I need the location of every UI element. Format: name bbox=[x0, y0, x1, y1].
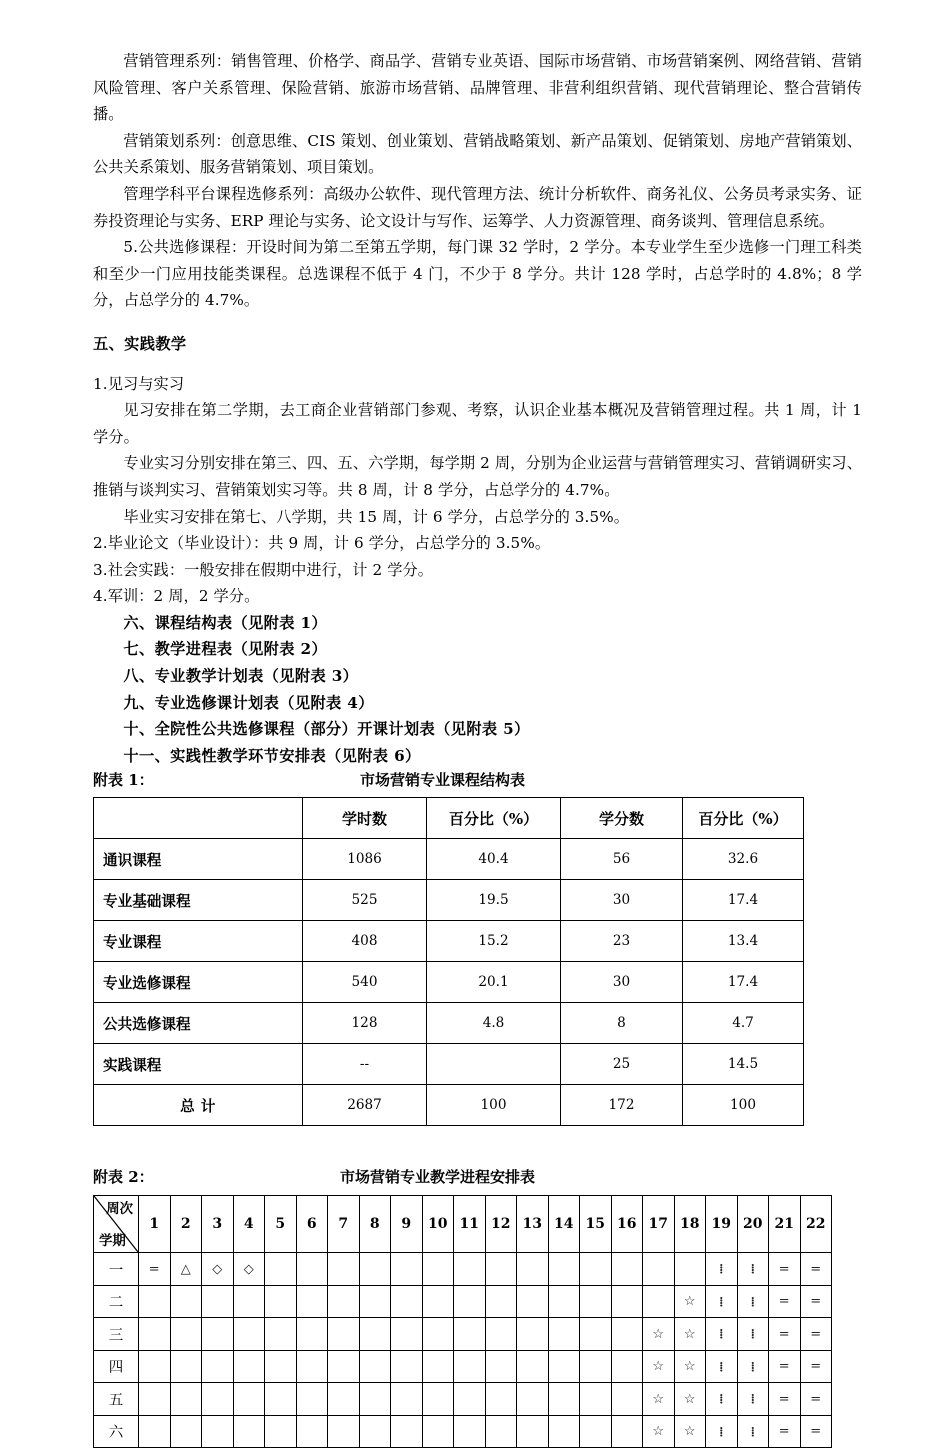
table-row bbox=[94, 1383, 832, 1416]
toc-heading-major-teaching-plan: 八、专业教学计划表（见附表 3） bbox=[123, 667, 359, 686]
table2-cell-r4c19: ⁞ bbox=[737, 1383, 769, 1416]
table2-row4-term: 五 bbox=[94, 1383, 139, 1416]
table1-row3-hours: 540 bbox=[303, 962, 427, 1003]
table2-cell-r3c6 bbox=[328, 1350, 360, 1383]
table2-cell-r4c7 bbox=[359, 1383, 391, 1416]
table1-row0-name: 通识课程 bbox=[94, 839, 303, 880]
table2-row2-term: 三 bbox=[94, 1318, 139, 1351]
table1-row2-hours: 408 bbox=[303, 921, 427, 962]
table2-cell-r0c2: ◇ bbox=[202, 1253, 234, 1286]
table2-cell-r3c1 bbox=[170, 1350, 202, 1383]
table2-cell-r3c20: = bbox=[769, 1350, 801, 1383]
table1-row1-credits-pct: 17.4 bbox=[683, 880, 804, 921]
table2-header-row bbox=[94, 1196, 832, 1253]
table2-cell-r0c4 bbox=[265, 1253, 297, 1286]
course-structure-table bbox=[93, 797, 804, 1126]
table1-total-hours-pct: 100 bbox=[427, 1085, 561, 1126]
table2-cell-r0c20: = bbox=[769, 1253, 801, 1286]
table2-cell-r4c12 bbox=[517, 1383, 549, 1416]
table2-cell-r0c14 bbox=[580, 1253, 612, 1286]
table2-cell-r2c12 bbox=[517, 1318, 549, 1351]
table2-cell-r1c9 bbox=[422, 1285, 454, 1318]
table2-cell-r5c0 bbox=[139, 1415, 171, 1448]
table2-week-4: 4 bbox=[233, 1196, 265, 1253]
paragraph-marketing-management-series: 营销管理系列：销售管理、价格学、商品学、营销专业英语、国际市场营销、市场营销案例、网络营销、营销风险管理、客户关系管理、保险营销、旅游市场营销、品牌管理、非营利组织营销、现代营销理论、整合营销传播。 bbox=[93, 52, 862, 124]
table2-cell-r4c3 bbox=[233, 1383, 265, 1416]
table2-cell-r4c8 bbox=[391, 1383, 423, 1416]
table2-cell-r1c4 bbox=[265, 1285, 297, 1318]
table1-col-credits: 学分数 bbox=[561, 798, 683, 839]
table2-row3-term: 四 bbox=[94, 1350, 139, 1383]
table2-cell-r3c8 bbox=[391, 1350, 423, 1383]
table2-cell-r0c21: = bbox=[800, 1253, 832, 1286]
table1-col-hours: 学时数 bbox=[303, 798, 427, 839]
table2-cell-r4c2 bbox=[202, 1383, 234, 1416]
toc-heading-college-public-elective-plan: 十、全院性公共选修课程（部分）开课计划表（见附表 5） bbox=[123, 720, 530, 739]
table2-cell-r5c5 bbox=[296, 1415, 328, 1448]
table1-row2-credits: 23 bbox=[561, 921, 683, 962]
table2-week-19: 19 bbox=[706, 1196, 738, 1253]
table-row bbox=[94, 880, 804, 921]
table2-week-17: 17 bbox=[643, 1196, 675, 1253]
table2-cell-r2c4 bbox=[265, 1318, 297, 1351]
table2-cell-r5c19: ⁞ bbox=[737, 1415, 769, 1448]
table2-cell-r2c10 bbox=[454, 1318, 486, 1351]
paragraph-practice-major-internship: 专业实习分别安排在第三、四、五、六学期，每学期 2 周，分别为企业运营与营销管理实习、营销调研实习、推销与谈判实习、营销策划实习等。共 8 周，计 8 学分，占总学分的 4.7%。 bbox=[93, 454, 862, 499]
corner-label-week: 周次 bbox=[106, 1201, 133, 1218]
table2-week-22: 22 bbox=[800, 1196, 832, 1253]
table2-cell-r0c16 bbox=[643, 1253, 675, 1286]
table1-row0-credits-pct: 32.6 bbox=[683, 839, 804, 880]
toc-heading-major-elective-plan: 九、专业选修课计划表（见附表 4） bbox=[123, 693, 374, 712]
table2-cell-r0c19: ⁞ bbox=[737, 1253, 769, 1286]
table2-row1-term: 二 bbox=[94, 1285, 139, 1318]
table2-cell-r1c12 bbox=[517, 1285, 549, 1318]
corner-label-term: 学期 bbox=[99, 1233, 126, 1250]
table2-cell-r5c10 bbox=[454, 1415, 486, 1448]
table2-cell-r1c16 bbox=[643, 1285, 675, 1318]
table2-cell-r4c15 bbox=[611, 1383, 643, 1416]
table1-row1-hours-pct: 19.5 bbox=[427, 880, 561, 921]
table1-row0-hours-pct: 40.4 bbox=[427, 839, 561, 880]
table1-total-label: 总 计 bbox=[94, 1085, 303, 1126]
table2-cell-r2c8 bbox=[391, 1318, 423, 1351]
table-row bbox=[94, 1285, 832, 1318]
table1-caption bbox=[93, 769, 862, 791]
table2-cell-r3c18: ⁞ bbox=[706, 1350, 738, 1383]
table2-cell-r2c5 bbox=[296, 1318, 328, 1351]
table2-cell-r0c15 bbox=[611, 1253, 643, 1286]
table-row bbox=[94, 921, 804, 962]
table2-cell-r2c11 bbox=[485, 1318, 517, 1351]
table1-row2-credits-pct: 13.4 bbox=[683, 921, 804, 962]
table1-row1-name: 专业基础课程 bbox=[94, 880, 303, 921]
table1-row3-credits-pct: 17.4 bbox=[683, 962, 804, 1003]
table2-week-12: 12 bbox=[485, 1196, 517, 1253]
table2-cell-r5c6 bbox=[328, 1415, 360, 1448]
table2-cell-r0c6 bbox=[328, 1253, 360, 1286]
paragraph-public-elective-courses: 5.公共选修课程：开设时间为第二至第五学期，每门课 32 学时，2 学分。本专业学生至少选修一门理工科类和至少一门应用技能类课程。总选课程不低于 4 门，不少于 8 学分。共计 128 学时，占总学时的 4.8%；8 学分，占总学分的 4.7%。 bbox=[93, 238, 862, 310]
table2-cell-r3c0 bbox=[139, 1350, 171, 1383]
table2-cell-r3c5 bbox=[296, 1350, 328, 1383]
table2-cell-r2c14 bbox=[580, 1318, 612, 1351]
table2-cell-r3c10 bbox=[454, 1350, 486, 1383]
table1-row5-name: 实践课程 bbox=[94, 1044, 303, 1085]
table2-cell-r4c21: = bbox=[800, 1383, 832, 1416]
table2-cell-r0c1: △ bbox=[170, 1253, 202, 1286]
table2-cell-r3c15 bbox=[611, 1350, 643, 1383]
table2-cell-r5c15 bbox=[611, 1415, 643, 1448]
table1-col-credits-pct: 百分比（%） bbox=[683, 798, 804, 839]
table2-cell-r5c18: ⁞ bbox=[706, 1415, 738, 1448]
table2-cell-r3c4 bbox=[265, 1350, 297, 1383]
table2-cell-r1c7 bbox=[359, 1285, 391, 1318]
table1-total-credits: 172 bbox=[561, 1085, 683, 1126]
table2-cell-r1c17: ☆ bbox=[674, 1285, 706, 1318]
table1-row4-hours: 128 bbox=[303, 1003, 427, 1044]
table2-cell-r2c9 bbox=[422, 1318, 454, 1351]
table1-row5-hours-pct bbox=[427, 1044, 561, 1085]
table1-header-row bbox=[94, 798, 804, 839]
table2-cell-r0c18: ⁞ bbox=[706, 1253, 738, 1286]
table2-cell-r5c1 bbox=[170, 1415, 202, 1448]
table2-cell-r4c4 bbox=[265, 1383, 297, 1416]
table2-week-7: 7 bbox=[328, 1196, 360, 1253]
table2-week-8: 8 bbox=[359, 1196, 391, 1253]
table2-cell-r4c1 bbox=[170, 1383, 202, 1416]
table2-cell-r2c3 bbox=[233, 1318, 265, 1351]
table1-total-hours: 2687 bbox=[303, 1085, 427, 1126]
table2-cell-r3c2 bbox=[202, 1350, 234, 1383]
table2-cell-r3c16: ☆ bbox=[643, 1350, 675, 1383]
table1-row4-credits-pct: 4.7 bbox=[683, 1003, 804, 1044]
table2-cell-r2c6 bbox=[328, 1318, 360, 1351]
table2-cell-r2c21: = bbox=[800, 1318, 832, 1351]
table2-week-16: 16 bbox=[611, 1196, 643, 1253]
table1-row3-name: 专业选修课程 bbox=[94, 962, 303, 1003]
paragraph-practice-internship-title: 1.见习与实习 bbox=[93, 374, 185, 393]
toc-heading-course-structure: 六、课程结构表（见附表 1） bbox=[123, 613, 328, 632]
section-heading-practice-teaching: 五、实践教学 bbox=[93, 334, 187, 353]
table2-cell-r1c18: ⁞ bbox=[706, 1285, 738, 1318]
table1-row4-hours-pct: 4.8 bbox=[427, 1003, 561, 1044]
table2-cell-r1c11 bbox=[485, 1285, 517, 1318]
table2-cell-r5c21: = bbox=[800, 1415, 832, 1448]
table2-week-13: 13 bbox=[517, 1196, 549, 1253]
table2-cell-r5c4 bbox=[265, 1415, 297, 1448]
table-row bbox=[94, 1318, 832, 1351]
table2-cell-r4c0 bbox=[139, 1383, 171, 1416]
table2-cell-r5c17: ☆ bbox=[674, 1415, 706, 1448]
table2-cell-r2c1 bbox=[170, 1318, 202, 1351]
table2-cell-r4c17: ☆ bbox=[674, 1383, 706, 1416]
table2-cell-r3c17: ☆ bbox=[674, 1350, 706, 1383]
table2-cell-r1c8 bbox=[391, 1285, 423, 1318]
table2-cell-r1c13 bbox=[548, 1285, 580, 1318]
table-row bbox=[94, 839, 804, 880]
table2-cell-r1c10 bbox=[454, 1285, 486, 1318]
table-row bbox=[94, 1415, 832, 1448]
table2-cell-r2c18: ⁞ bbox=[706, 1318, 738, 1351]
table2-cell-r0c17 bbox=[674, 1253, 706, 1286]
table-row bbox=[94, 1253, 832, 1286]
table2-week-2: 2 bbox=[170, 1196, 202, 1253]
table1-attachment-label: 附表 1： bbox=[93, 771, 154, 790]
table1-row5-hours: -- bbox=[303, 1044, 427, 1085]
table2-cell-r4c20: = bbox=[769, 1383, 801, 1416]
table2-cell-r0c5 bbox=[296, 1253, 328, 1286]
table-row bbox=[94, 1003, 804, 1044]
table2-row5-term: 六 bbox=[94, 1415, 139, 1448]
table2-cell-r4c10 bbox=[454, 1383, 486, 1416]
paragraph-management-platform-series: 管理学科平台课程选修系列：高级办公软件、现代管理方法、统计分析软件、商务礼仪、公务员考录实务、证券投资理论与实务、ERP 理论与实务、论文设计与写作、运筹学、人力资源管理、商务谈判、管理信息系统。 bbox=[93, 184, 862, 230]
table2-cell-r3c9 bbox=[422, 1350, 454, 1383]
table2-cell-r4c13 bbox=[548, 1383, 580, 1416]
table2-row0-term: 一 bbox=[94, 1253, 139, 1286]
table2-cell-r3c11 bbox=[485, 1350, 517, 1383]
table-row bbox=[94, 1350, 832, 1383]
table1-row1-hours: 525 bbox=[303, 880, 427, 921]
table2-cell-r0c11 bbox=[485, 1253, 517, 1286]
table2-week-14: 14 bbox=[548, 1196, 580, 1253]
table2-cell-r3c13 bbox=[548, 1350, 580, 1383]
table2-cell-r4c6 bbox=[328, 1383, 360, 1416]
table2-corner-cell bbox=[94, 1196, 139, 1253]
table2-week-5: 5 bbox=[265, 1196, 297, 1253]
table2-cell-r2c16: ☆ bbox=[643, 1318, 675, 1351]
table2-cell-r5c20: = bbox=[769, 1415, 801, 1448]
table2-cell-r4c18: ⁞ bbox=[706, 1383, 738, 1416]
table2-cell-r4c5 bbox=[296, 1383, 328, 1416]
table2-cell-r5c13 bbox=[548, 1415, 580, 1448]
table1-col-blank bbox=[94, 798, 303, 839]
table2-cell-r0c10 bbox=[454, 1253, 486, 1286]
table2-cell-r1c5 bbox=[296, 1285, 328, 1318]
paragraph-practice-thesis: 2.毕业论文（毕业设计）：共 9 周，计 6 学分，占总学分的 3.5%。 bbox=[93, 534, 551, 553]
table2-week-20: 20 bbox=[737, 1196, 769, 1253]
table2-caption bbox=[93, 1166, 862, 1188]
table2-cell-r1c19: ⁞ bbox=[737, 1285, 769, 1318]
table2-week-6: 6 bbox=[296, 1196, 328, 1253]
table2-cell-r4c9 bbox=[422, 1383, 454, 1416]
table1-row1-credits: 30 bbox=[561, 880, 683, 921]
table2-cell-r4c16: ☆ bbox=[643, 1383, 675, 1416]
table2-week-10: 10 bbox=[422, 1196, 454, 1253]
table2-cell-r0c12 bbox=[517, 1253, 549, 1286]
toc-heading-practical-teaching-arrangement: 十一、实践性教学环节安排表（见附表 6） bbox=[123, 746, 421, 765]
table2-cell-r2c17: ☆ bbox=[674, 1318, 706, 1351]
paragraph-practice-visit: 见习安排在第二学期，去工商企业营销部门参观、考察，认识企业基本概况及营销管理过程。共 1 周，计 1 学分。 bbox=[93, 401, 862, 446]
table2-cell-r0c9 bbox=[422, 1253, 454, 1286]
paragraph-practice-social: 3.社会实践：一般安排在假期中进行，计 2 学分。 bbox=[93, 560, 434, 579]
table2-cell-r5c8 bbox=[391, 1415, 423, 1448]
table2-cell-r1c1 bbox=[170, 1285, 202, 1318]
table1-row2-hours-pct: 15.2 bbox=[427, 921, 561, 962]
table2-cell-r2c2 bbox=[202, 1318, 234, 1351]
table1-row3-credits: 30 bbox=[561, 962, 683, 1003]
table2-cell-r3c14 bbox=[580, 1350, 612, 1383]
table2-cell-r0c13 bbox=[548, 1253, 580, 1286]
table1-col-hours-pct: 百分比（%） bbox=[427, 798, 561, 839]
table2-cell-r2c19: ⁞ bbox=[737, 1318, 769, 1351]
paragraph-marketing-planning-series: 营销策划系列：创意思维、CIS 策划、创业策划、营销战略策划、新产品策划、促销策划、房地产营销策划、公共关系策划、服务营销策划、项目策划。 bbox=[93, 131, 862, 177]
table2-cell-r0c7 bbox=[359, 1253, 391, 1286]
table2-cell-r1c21: = bbox=[800, 1285, 832, 1318]
table1-row0-credits: 56 bbox=[561, 839, 683, 880]
table2-cell-r4c14 bbox=[580, 1383, 612, 1416]
table2-cell-r1c3 bbox=[233, 1285, 265, 1318]
table1-row5-credits: 25 bbox=[561, 1044, 683, 1085]
table2-cell-r2c20: = bbox=[769, 1318, 801, 1351]
table1-total-row bbox=[94, 1085, 804, 1126]
table2-cell-r3c7 bbox=[359, 1350, 391, 1383]
teaching-schedule-table bbox=[93, 1195, 832, 1448]
toc-heading-teaching-schedule: 七、教学进程表（见附表 2） bbox=[123, 640, 328, 659]
table1-row4-credits: 8 bbox=[561, 1003, 683, 1044]
table2-cell-r3c21: = bbox=[800, 1350, 832, 1383]
table2-cell-r5c7 bbox=[359, 1415, 391, 1448]
table-row bbox=[94, 1044, 804, 1085]
table1-row2-name: 专业课程 bbox=[94, 921, 303, 962]
table2-cell-r1c6 bbox=[328, 1285, 360, 1318]
table2-cell-r5c12 bbox=[517, 1415, 549, 1448]
table2-week-15: 15 bbox=[580, 1196, 612, 1253]
table2-cell-r0c3: ◇ bbox=[233, 1253, 265, 1286]
table1-row3-hours-pct: 20.1 bbox=[427, 962, 561, 1003]
table2-cell-r0c8 bbox=[391, 1253, 423, 1286]
table2-week-11: 11 bbox=[454, 1196, 486, 1253]
table2-cell-r0c0: = bbox=[139, 1253, 171, 1286]
table2-cell-r5c9 bbox=[422, 1415, 454, 1448]
table2-week-9: 9 bbox=[391, 1196, 423, 1253]
table2-cell-r1c2 bbox=[202, 1285, 234, 1318]
table1-row5-credits-pct: 14.5 bbox=[683, 1044, 804, 1085]
table2-cell-r1c0 bbox=[139, 1285, 171, 1318]
table2-week-21: 21 bbox=[769, 1196, 801, 1253]
table2-cell-r3c12 bbox=[517, 1350, 549, 1383]
table2-cell-r1c15 bbox=[611, 1285, 643, 1318]
table2-week-18: 18 bbox=[674, 1196, 706, 1253]
table2-cell-r2c13 bbox=[548, 1318, 580, 1351]
table1-title: 市场营销专业课程结构表 bbox=[359, 771, 525, 790]
table2-cell-r3c19: ⁞ bbox=[737, 1350, 769, 1383]
table2-cell-r1c14 bbox=[580, 1285, 612, 1318]
table2-cell-r5c2 bbox=[202, 1415, 234, 1448]
paragraph-practice-military-training: 4.军训：2 周，2 学分。 bbox=[93, 587, 260, 606]
table2-cell-r2c0 bbox=[139, 1318, 171, 1351]
table2-cell-r3c3 bbox=[233, 1350, 265, 1383]
table1-row0-hours: 1086 bbox=[303, 839, 427, 880]
table2-cell-r4c11 bbox=[485, 1383, 517, 1416]
table2-cell-r5c11 bbox=[485, 1415, 517, 1448]
table2-title: 市场营销专业教学进程安排表 bbox=[339, 1168, 535, 1187]
table2-cell-r5c14 bbox=[580, 1415, 612, 1448]
table1-total-credits-pct: 100 bbox=[683, 1085, 804, 1126]
table2-cell-r5c16: ☆ bbox=[643, 1415, 675, 1448]
table1-row4-name: 公共选修课程 bbox=[94, 1003, 303, 1044]
table-row bbox=[94, 962, 804, 1003]
table2-week-3: 3 bbox=[202, 1196, 234, 1253]
table2-week-1: 1 bbox=[139, 1196, 171, 1253]
table2-cell-r2c7 bbox=[359, 1318, 391, 1351]
paragraph-practice-graduation-internship: 毕业实习安排在第七、八学期，共 15 周，计 6 学分，占总学分的 3.5%。 bbox=[123, 507, 630, 526]
table2-cell-r1c20: = bbox=[769, 1285, 801, 1318]
table2-cell-r2c15 bbox=[611, 1318, 643, 1351]
table2-attachment-label: 附表 2： bbox=[93, 1168, 154, 1187]
table2-cell-r5c3 bbox=[233, 1415, 265, 1448]
